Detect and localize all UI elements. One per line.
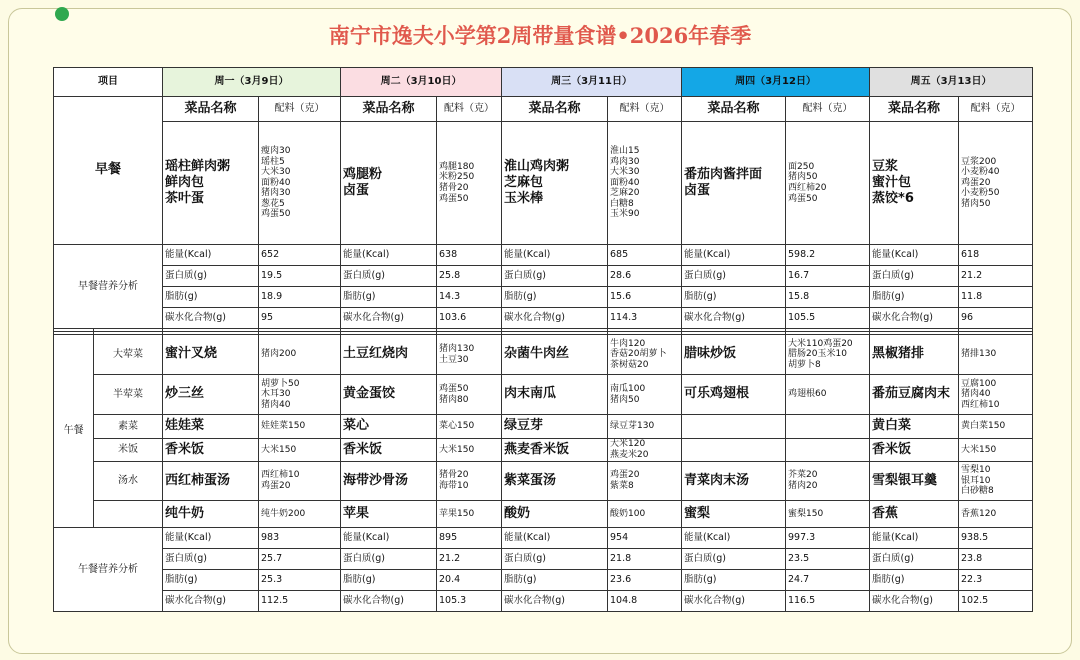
nutrient-label: 脂肪(g) xyxy=(341,570,437,591)
lunch-ingredients: 蜜梨150 xyxy=(786,501,870,528)
breakfast-dishes: 豆浆 蜜汁包 蒸饺*6 xyxy=(870,122,959,245)
ingredient-col-header: 配料（克） xyxy=(259,97,341,122)
lunch-dish: 香蕉 xyxy=(870,501,959,528)
nutrient-value: 16.7 xyxy=(786,266,870,287)
ingredient-col-header: 配料（克） xyxy=(608,97,682,122)
nutrient-value: 21.2 xyxy=(959,266,1033,287)
lunch-ingredients: 鸡蛋50 猪肉80 xyxy=(437,375,502,415)
lunch-dish: 香米饭 xyxy=(870,439,959,462)
breakfast-dishes: 番茄肉酱拌面 卤蛋 xyxy=(682,122,786,245)
nutrient-label: 碳水化合物(g) xyxy=(163,591,259,612)
nutrient-value: 895 xyxy=(437,528,502,549)
dish-col-header: 菜品名称 xyxy=(502,97,608,122)
nutrient-label: 脂肪(g) xyxy=(163,287,259,308)
nutrient-label: 能量(Kcal) xyxy=(502,245,608,266)
lunch-dish: 蜜汁叉烧 xyxy=(163,335,259,375)
lunch-dish: 香米饭 xyxy=(163,439,259,462)
lunch-category: 汤水 xyxy=(94,462,163,501)
nutrient-label: 脂肪(g) xyxy=(870,570,959,591)
lunch-ingredients: 大米110鸡蛋20 腊肠20玉米10 胡萝卜8 xyxy=(786,335,870,375)
lunch-ingredients: 猪肉130 土豆30 xyxy=(437,335,502,375)
lunch-ingredients xyxy=(786,415,870,439)
nutrient-label: 能量(Kcal) xyxy=(682,528,786,549)
lunch-ingredients: 娃娃菜150 xyxy=(259,415,341,439)
nutrient-label: 蛋白质(g) xyxy=(163,549,259,570)
lunch-dish: 紫菜蛋汤 xyxy=(502,462,608,501)
nutrient-label: 能量(Kcal) xyxy=(870,528,959,549)
nutrient-value: 954 xyxy=(608,528,682,549)
lunch-dish: 绿豆芽 xyxy=(502,415,608,439)
nutrient-label: 能量(Kcal) xyxy=(163,245,259,266)
lunch-nutrition-label: 午餐营养分析 xyxy=(54,528,163,612)
nutrient-value: 116.5 xyxy=(786,591,870,612)
nutrient-value: 618 xyxy=(959,245,1033,266)
nutrient-value: 104.8 xyxy=(608,591,682,612)
lunch-ingredients: 猪骨20 海带10 xyxy=(437,462,502,501)
lunch-dish: 肉末南瓜 xyxy=(502,375,608,415)
lunch-dish xyxy=(682,415,786,439)
lunch-dish: 西红柿蛋汤 xyxy=(163,462,259,501)
lunch-ingredients: 猪肉200 xyxy=(259,335,341,375)
nutrient-label: 脂肪(g) xyxy=(870,287,959,308)
lunch-ingredients: 酸奶100 xyxy=(608,501,682,528)
nutrient-label: 能量(Kcal) xyxy=(502,528,608,549)
nutrient-label: 蛋白质(g) xyxy=(341,266,437,287)
lunch-ingredients: 鸡蛋20 紫菜8 xyxy=(608,462,682,501)
item-header: 项目 xyxy=(54,68,163,97)
dish-col-header: 菜品名称 xyxy=(163,97,259,122)
breakfast-label: 早餐 xyxy=(54,97,163,245)
nutrient-value: 19.5 xyxy=(259,266,341,287)
nutrient-value: 114.3 xyxy=(608,308,682,329)
nutrient-value: 21.2 xyxy=(437,549,502,570)
nutrient-value: 95 xyxy=(259,308,341,329)
nutrient-label: 碳水化合物(g) xyxy=(341,308,437,329)
nutrient-value: 24.7 xyxy=(786,570,870,591)
nutrient-value: 96 xyxy=(959,308,1033,329)
lunch-ingredients: 豆腐100 猪肉40 西红柿10 xyxy=(959,375,1033,415)
lunch-category: 素菜 xyxy=(94,415,163,439)
lunch-dish: 番茄豆腐肉末 xyxy=(870,375,959,415)
nutrient-value: 23.8 xyxy=(959,549,1033,570)
corner-dot xyxy=(55,7,69,21)
day-header: 周一（3月9日） xyxy=(163,68,341,97)
lunch-ingredients: 南瓜100 猪肉50 xyxy=(608,375,682,415)
breakfast-ingredients: 豆浆200 小麦粉40 鸡蛋20 小麦粉50 猪肉50 xyxy=(959,122,1033,245)
nutrient-label: 能量(Kcal) xyxy=(163,528,259,549)
nutrient-value: 103.6 xyxy=(437,308,502,329)
nutrient-value: 15.6 xyxy=(608,287,682,308)
lunch-dish: 黄金蛋饺 xyxy=(341,375,437,415)
nutrient-label: 脂肪(g) xyxy=(502,570,608,591)
lunch-dish: 土豆红烧肉 xyxy=(341,335,437,375)
lunch-dish: 酸奶 xyxy=(502,501,608,528)
nutrient-value: 23.5 xyxy=(786,549,870,570)
nutrient-value: 14.3 xyxy=(437,287,502,308)
lunch-dish: 燕麦香米饭 xyxy=(502,439,608,462)
dish-col-header: 菜品名称 xyxy=(341,97,437,122)
nutrient-label: 脂肪(g) xyxy=(341,287,437,308)
nutrient-label: 碳水化合物(g) xyxy=(502,308,608,329)
lunch-ingredients: 纯牛奶200 xyxy=(259,501,341,528)
lunch-dish: 黄白菜 xyxy=(870,415,959,439)
lunch-ingredients: 芥菜20 猪肉20 xyxy=(786,462,870,501)
nutrient-label: 脂肪(g) xyxy=(163,570,259,591)
nutrient-label: 蛋白质(g) xyxy=(870,266,959,287)
ingredient-col-header: 配料（克） xyxy=(437,97,502,122)
lunch-dish: 娃娃菜 xyxy=(163,415,259,439)
dish-col-header: 菜品名称 xyxy=(870,97,959,122)
lunch-dish: 杂菌牛肉丝 xyxy=(502,335,608,375)
breakfast-ingredients: 瘦肉30 瑶柱5 大米30 面粉40 猪肉30 葱花5 鸡蛋50 xyxy=(259,122,341,245)
lunch-ingredients: 胡萝卜50 木耳30 猪肉40 xyxy=(259,375,341,415)
lunch-label: 午餐 xyxy=(54,335,94,528)
nutrient-label: 蛋白质(g) xyxy=(870,549,959,570)
breakfast-ingredients: 淮山15 鸡肉30 大米30 面粉40 芝麻20 白糖8 玉米90 xyxy=(608,122,682,245)
breakfast-nutrition-label: 早餐营养分析 xyxy=(54,245,163,329)
nutrient-value: 25.3 xyxy=(259,570,341,591)
nutrient-value: 18.9 xyxy=(259,287,341,308)
nutrient-value: 21.8 xyxy=(608,549,682,570)
nutrient-label: 蛋白质(g) xyxy=(682,266,786,287)
nutrient-value: 28.6 xyxy=(608,266,682,287)
lunch-ingredients: 黄白菜150 xyxy=(959,415,1033,439)
breakfast-dishes: 淮山鸡肉粥 芝麻包 玉米棒 xyxy=(502,122,608,245)
nutrient-value: 598.2 xyxy=(786,245,870,266)
nutrient-value: 105.5 xyxy=(786,308,870,329)
lunch-dish: 苹果 xyxy=(341,501,437,528)
lunch-dish: 黑椒猪排 xyxy=(870,335,959,375)
nutrient-value: 938.5 xyxy=(959,528,1033,549)
breakfast-ingredients: 鸡腿180 米粉250 猪骨20 鸡蛋50 xyxy=(437,122,502,245)
page-title: 南宁市逸夫小学第2周带量食谱•2026年春季 xyxy=(328,23,752,48)
nutrient-value: 11.8 xyxy=(959,287,1033,308)
nutrient-label: 碳水化合物(g) xyxy=(870,308,959,329)
lunch-category: 米饭 xyxy=(94,439,163,462)
lunch-dish xyxy=(682,439,786,462)
nutrient-label: 碳水化合物(g) xyxy=(502,591,608,612)
lunch-ingredients: 绿豆芽130 xyxy=(608,415,682,439)
day-header: 周三（3月11日） xyxy=(502,68,682,97)
nutrient-value: 25.7 xyxy=(259,549,341,570)
lunch-dish: 腊味炒饭 xyxy=(682,335,786,375)
lunch-ingredients: 鸡翅根60 xyxy=(786,375,870,415)
lunch-dish: 纯牛奶 xyxy=(163,501,259,528)
nutrient-value: 105.3 xyxy=(437,591,502,612)
lunch-ingredients xyxy=(786,439,870,462)
lunch-ingredients: 大米150 xyxy=(437,439,502,462)
day-header: 周四（3月12日） xyxy=(682,68,870,97)
nutrient-value: 23.6 xyxy=(608,570,682,591)
lunch-dish: 雪梨银耳羹 xyxy=(870,462,959,501)
breakfast-ingredients: 面250 猪肉50 西红柿20 鸡蛋50 xyxy=(786,122,870,245)
nutrient-label: 碳水化合物(g) xyxy=(870,591,959,612)
lunch-category: 大荤菜 xyxy=(94,335,163,375)
day-header: 周二（3月10日） xyxy=(341,68,502,97)
nutrient-label: 蛋白质(g) xyxy=(502,549,608,570)
lunch-dish: 香米饭 xyxy=(341,439,437,462)
lunch-ingredients: 牛肉120 香菇20胡萝卜 茶树菇20 xyxy=(608,335,682,375)
ingredient-col-header: 配料（克） xyxy=(786,97,870,122)
nutrient-label: 能量(Kcal) xyxy=(682,245,786,266)
lunch-ingredients: 大米150 xyxy=(259,439,341,462)
nutrient-value: 652 xyxy=(259,245,341,266)
lunch-ingredients: 大米150 xyxy=(959,439,1033,462)
lunch-ingredients: 西红柿10 鸡蛋20 xyxy=(259,462,341,501)
nutrient-value: 997.3 xyxy=(786,528,870,549)
nutrient-value: 638 xyxy=(437,245,502,266)
lunch-dish: 海带沙骨汤 xyxy=(341,462,437,501)
nutrient-value: 685 xyxy=(608,245,682,266)
dish-col-header: 菜品名称 xyxy=(682,97,786,122)
lunch-dish: 青菜肉末汤 xyxy=(682,462,786,501)
lunch-category: 半荤菜 xyxy=(94,375,163,415)
lunch-dish: 蜜梨 xyxy=(682,501,786,528)
lunch-ingredients: 菜心150 xyxy=(437,415,502,439)
nutrient-label: 蛋白质(g) xyxy=(682,549,786,570)
nutrient-label: 脂肪(g) xyxy=(682,287,786,308)
lunch-ingredients: 大米120 燕麦米20 xyxy=(608,439,682,462)
menu-table xyxy=(53,67,1033,612)
nutrient-label: 碳水化合物(g) xyxy=(682,308,786,329)
lunch-dish: 可乐鸡翅根 xyxy=(682,375,786,415)
nutrient-label: 蛋白质(g) xyxy=(163,266,259,287)
breakfast-dishes: 瑶柱鲜肉粥 鲜肉包 茶叶蛋 xyxy=(163,122,259,245)
nutrient-value: 112.5 xyxy=(259,591,341,612)
lunch-ingredients: 苹果150 xyxy=(437,501,502,528)
nutrient-value: 102.5 xyxy=(959,591,1033,612)
nutrient-label: 脂肪(g) xyxy=(682,570,786,591)
nutrient-label: 能量(Kcal) xyxy=(341,528,437,549)
lunch-dish: 炒三丝 xyxy=(163,375,259,415)
nutrient-value: 22.3 xyxy=(959,570,1033,591)
breakfast-dishes: 鸡腿粉 卤蛋 xyxy=(341,122,437,245)
nutrient-label: 能量(Kcal) xyxy=(870,245,959,266)
ingredient-col-header: 配料（克） xyxy=(959,97,1033,122)
nutrient-value: 983 xyxy=(259,528,341,549)
nutrient-label: 蛋白质(g) xyxy=(341,549,437,570)
nutrient-label: 碳水化合物(g) xyxy=(163,308,259,329)
lunch-category xyxy=(94,501,163,528)
nutrient-label: 碳水化合物(g) xyxy=(341,591,437,612)
lunch-dish: 菜心 xyxy=(341,415,437,439)
lunch-ingredients: 香蕉120 xyxy=(959,501,1033,528)
nutrient-label: 脂肪(g) xyxy=(502,287,608,308)
nutrient-value: 25.8 xyxy=(437,266,502,287)
nutrient-label: 能量(Kcal) xyxy=(341,245,437,266)
lunch-ingredients: 雪梨10 银耳10 白砂糖8 xyxy=(959,462,1033,501)
nutrient-value: 20.4 xyxy=(437,570,502,591)
day-header: 周五（3月13日） xyxy=(870,68,1033,97)
nutrient-value: 15.8 xyxy=(786,287,870,308)
nutrient-label: 碳水化合物(g) xyxy=(682,591,786,612)
nutrient-label: 蛋白质(g) xyxy=(502,266,608,287)
lunch-ingredients: 猪排130 xyxy=(959,335,1033,375)
